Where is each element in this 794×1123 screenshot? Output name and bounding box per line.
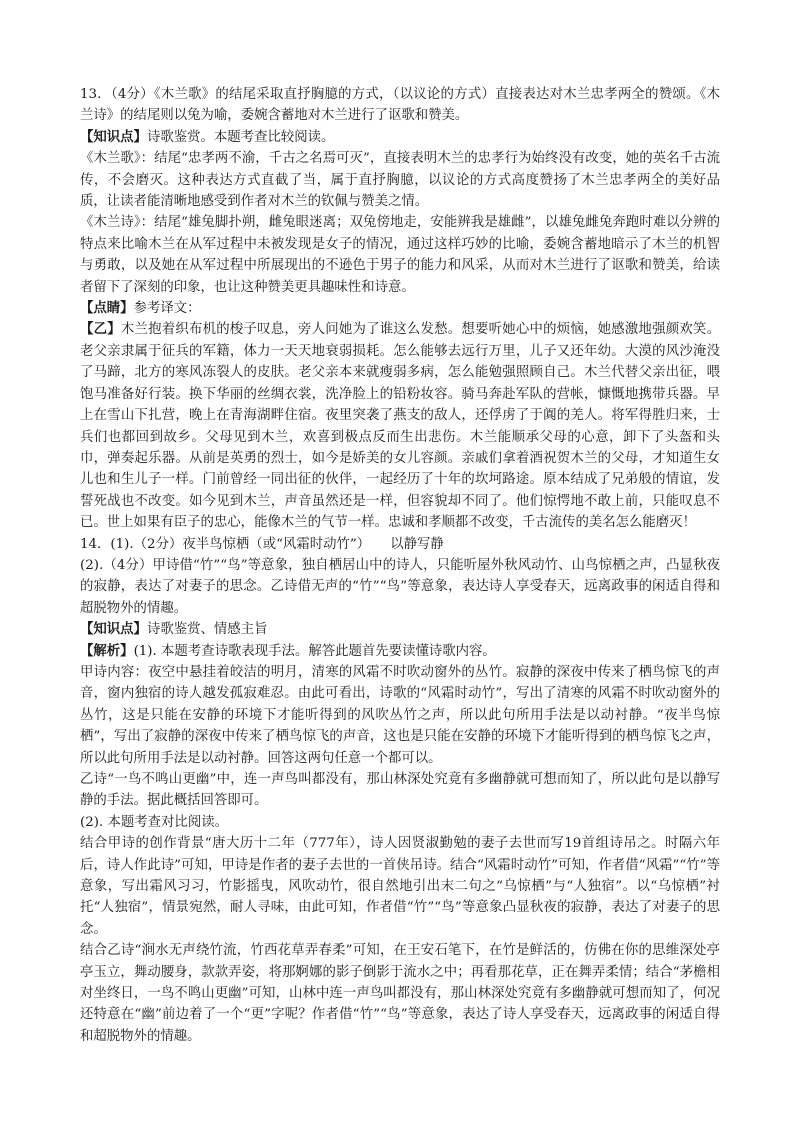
knowledge-point-text: 诗歌鉴赏、情感主旨 (146, 622, 268, 638)
q13-analysis-mulange: 《木兰歌》：结尾“忠孝两不渝，千古之名焉可灭”，直接表明木兰的忠孝行为始终没有改变，她的英名千古流传，不会磨灭。这种表达方式直截了当，属于直抒胸臆，以议论的方式高度赞扬了木兰忠孝两全的美好品质，让读者能清晰地感受到作者对木兰的钦佩与赞美之情。 (80, 151, 720, 210)
q13-knowledge-point (80, 127, 720, 148)
q14-paragraph-1: 甲诗内容：夜空中悬挂着皎洁的明月，清寒的风霜不时吹动窗外的丛竹。寂静的深夜中传来了栖鸟惊飞的声音，窗内独宿的诗人越发孤寂难忍。由此可看出，诗歌的“风霜时动竹”，写出了清寒的风霜不时吹动窗外的丛竹，这是只能在安静的环境下才能听得到的风吹丛竹之声，所以此句所用手法是以动衬静。“夜半鸟惊栖”，写出了寂静的深夜中传来了栖鸟惊飞的声音，这也是只能在安静的环境下才能听得到的栖鸟惊飞之声，所以此句所用手法是以动衬静。回答这两句任意一个都可以。 (80, 664, 720, 766)
dianjing-text: 参考译文： (133, 301, 201, 317)
q13-translation (80, 319, 720, 533)
q14-paragraph-3: (2). 本题考查对比阅读。 (80, 814, 228, 830)
q14-answer-2: (2).（4分）甲诗借“竹”“鸟”等意象，独自栖居山中的诗人，只能听屋外秋风动竹、山鸟惊栖之声，凸显秋夜的寂静，表达了对妻子的思念。乙诗借无声的“竹”“鸟”等意象，表达诗人享受春天，远离政事的闲适自得和超脱物外的情趣。 (80, 557, 720, 616)
q13-analysis-mulanshi: 《木兰诗》：结尾“雄兔脚扑朔，雌兔眼迷离；双兔傍地走，安能辨我是雄雌”，以雄兔雌兔奔跑时难以分辨的特点来比喻木兰在从军过程中未被发现是女子的情况，通过这样巧妙的比喻，委婉含蓄地暗示了木兰的机智与勇敢，以及她在从军过程中所展现出的不逊色于男子的能力和风采，从而对木兰进行了讴歌和赞美，给读者留下了深刻的印象，也让这种赞美更具趣味性和诗意。 (80, 215, 720, 295)
q13-answer: 13．（4分）《木兰歌》的结尾采取直抒胸臆的方式，（以议论的方式）直接表达对木兰忠孝两全的赞颂。《木兰诗》的结尾则以兔为喻，委婉含蓄地对木兰进行了讴歌和赞美。 (80, 87, 720, 124)
knowledge-point-tag: 【知识点】 (80, 128, 147, 145)
q14-answer-1: 14．(1).（2分）夜半鸟惊栖（或“风霜时动竹”） 以静写静 (80, 536, 444, 552)
knowledge-point-tag: 【知识点】 (80, 621, 147, 638)
document-page (80, 84, 720, 1047)
q14-knowledge-point (80, 619, 720, 640)
q13-dianjing (80, 298, 720, 319)
q14-analysis (80, 641, 720, 662)
knowledge-point-text: 诗歌鉴赏。本题考查比较阅读。 (146, 129, 335, 145)
analysis-text: (1). 本题考查诗歌表现手法。解答此题首先要读懂诗歌内容。 (133, 643, 496, 659)
q14-paragraph-4: 结合甲诗的创作背景“唐大历十二年（777年），诗人因贤淑勤勉的妻子去世而写19首组诗吊之。时隔六年后，诗人作此诗”可知，甲诗是作者的妻子去世的一首侠吊诗。结合“风霜时动竹”可知，作者借“风霜”“竹”等意象，写出霜风习习，竹影摇曳，风吹动竹，很自然地引出末二句之“乌惊栖”与“人独宿”。以“乌惊栖”衬托“人独宿”，情景宛然，耐人寻味，由此可知，作者借“竹”“鸟”等意象凸显秋夜的寂静，表达了对妻子的思念。 (80, 836, 720, 937)
q14-paragraph-2: 乙诗“一鸟不鸣山更幽”中，连一声鸟叫都没有，那山林深处究竟有多幽静就可想而知了，所以此句是以静写静的手法。据此概括回答即可。 (80, 772, 720, 809)
analysis-tag: 【解析】 (80, 642, 134, 659)
translation-text: 木兰抱着织布机的梭子叹息，旁人问她为了谁这么发愁。想要听她心中的烦恼，她感激地强颜欢笑。老父亲隶属于征兵的军籍，体力一天天地衰弱损耗。怎么能够去远行万里，儿子又还年幼。大漠的风沙淹没了马蹄，北方的寒风冻裂人的皮肤。老父亲本来就瘦弱多病，怎么能勉强照顾自己。木兰代替父亲出征，喂饱马准备好行装。换下华丽的丝绸衣裳，洗净脸上的铅粉妆容。骑马奔赴军队的营帐，慷慨地携带兵器。早上在雪山下扎营，晚上在青海湖畔住宿。夜里突袭了燕支的敌人，还俘虏了于阗的羌人。将军得胜归来，士兵们也都回到故乡。父母见到木兰，欢喜到极点反而生出悲伤。木兰能顺承父母的心意，卸下了头盔和头巾，弹奏起乐器。从前是英勇的烈士，如今是娇美的女儿容颜。亲戚们拿着酒祝贺木兰的父母，才知道生女儿也和生儿子一样。门前曾经一同出征的伙伴，一起经历了十年的坎坷路途。原本结成了兄弟般的情谊，发誓死战也不改变。如今见到木兰，声音虽然还是一样，但容貌却不同了。他们惊愕地不敢上前，只能叹息不已。世上如果有臣子的忠心，能像木兰的气节一样。忠诚和孝顺都不改变，千古流传的美名怎么能磨灭！ (80, 322, 721, 531)
dianjing-tag: 【点睛】 (80, 300, 134, 317)
q14-paragraph-5: 结合乙诗“涧水无声绕竹流，竹西花草弄春柔”可知，在王安石笔下，在竹是鲜活的，仿佛在你的思维深处亭亭玉立，舞动腰身，款款弄姿，将那婀娜的影子倒影于流水之中；再看那花草，正在舞弄柔情；结合“茅檐相对坐终日，一鸟不鸣山更幽”可知，山林中连一声鸟叫都没有，那山林深处究竟有多幽静就可想而知了，何况还特意在“幽”前边着了一个“更”字呢？作者借“竹”“鸟”等意象，表达了诗人享受春天，远离政事的闲适自得和超脱物外的情趣。 (80, 943, 720, 1044)
translation-tag: 【乙】 (80, 321, 121, 338)
